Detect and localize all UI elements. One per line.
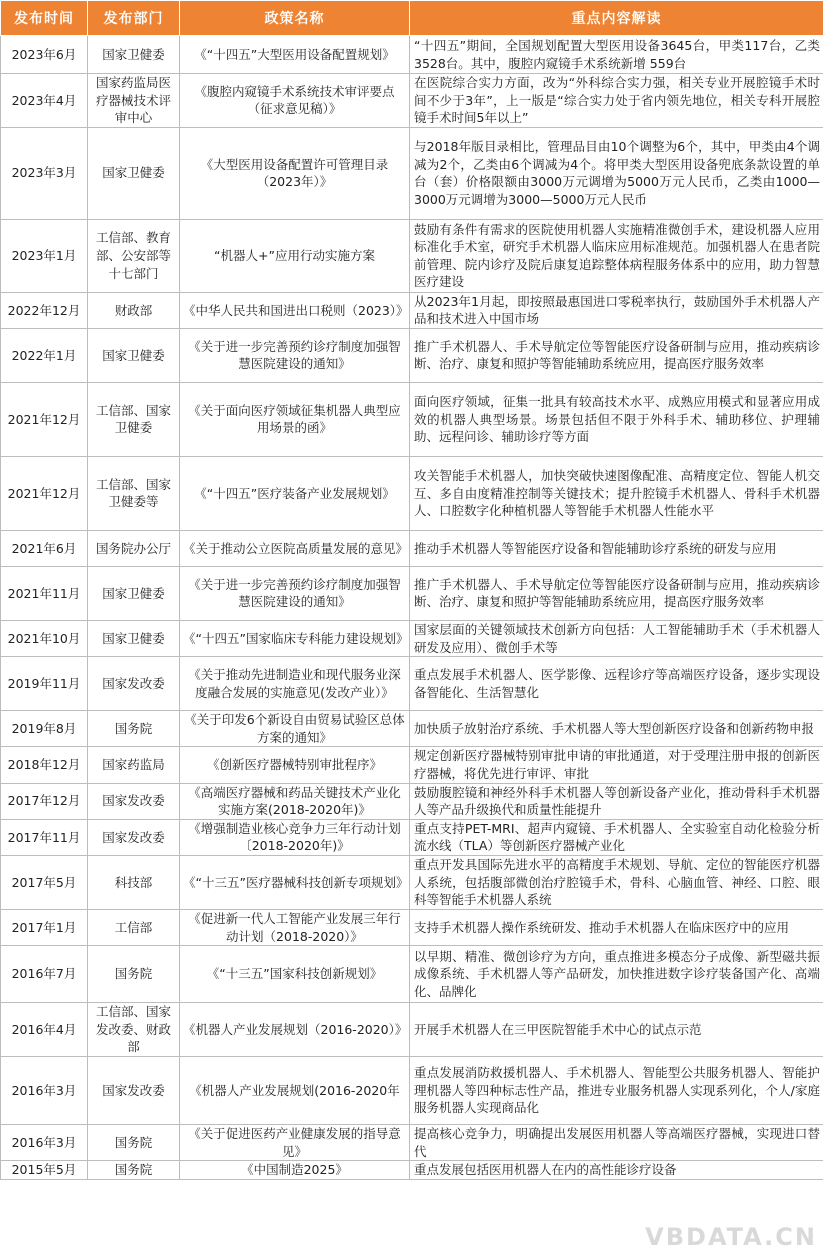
table-row — [1, 657, 823, 711]
table-row — [1, 1161, 823, 1180]
header-row — [1, 1, 823, 36]
row-policy-name: 《关于促进医药产业健康发展的指导意见》 — [180, 1125, 410, 1161]
row-date: 2016年3月 — [1, 1125, 88, 1161]
table-row — [1, 127, 823, 219]
row-policy-name: 《关于进一步完善预约诊疗制度加强智慧医院建设的通知》 — [180, 566, 410, 620]
row-policy-name: 《创新医疗器械特别审批程序》 — [180, 747, 410, 783]
row-date: 2022年1月 — [1, 328, 88, 382]
row-date: 2023年6月 — [1, 36, 88, 74]
row-policy-name: 《高端医疗器械和药品关键技术产业化实施方案(2018-2020年)》 — [180, 783, 410, 819]
row-content: 重点开发具国际先进水平的高精度手术规划、导航、定位的智能医疗机器人系统，包括腹部微创治疗腔镜手术，骨科、心脑血管、神经、口腔、眼科等智能手术机器人系统 — [410, 855, 823, 909]
row-dept: 国家药监局医疗器械技术评审中心 — [88, 74, 180, 128]
row-content: 鼓励有条件有需求的医院使用机器人实施精准微创手术，建设机器人应用标准化手术室，研究手术机器人临床应用标准规范。加强机器人在患者院前管理、院内诊疗及院后康复追踪整体病程服务体系中的应用，助力智慧医疗建设 — [410, 219, 823, 292]
row-date: 2015年5月 — [1, 1161, 88, 1180]
table-row — [1, 1003, 823, 1057]
row-content: “十四五”期间，全国规划配置大型医用设备3645台，甲类117台，乙类3528台。其中，腹腔内窥镜手术系统新增 559台 — [410, 36, 823, 74]
row-content: 面向医疗领域，征集一批具有较高技术水平、成熟应用模式和显著应用成效的机器人典型场景。场景包括但不限于外科手术、辅助移位、护理辅助、远程问诊、辅助诊疗等方面 — [410, 382, 823, 456]
row-policy-name: 《关于印发6个新设自由贸易试验区总体方案的通知》 — [180, 711, 410, 747]
row-dept: 工信部 — [88, 909, 180, 945]
row-content: 攻关智能手术机器人，加快突破快速图像配准、高精度定位、智能人机交互、多自由度精准控制等关键技术；提升腔镜手术机器人、骨科手术机器人、口腔数字化种植机器人等智能手术机器人性能水平 — [410, 456, 823, 530]
table-row — [1, 855, 823, 909]
row-dept: 国家发改委 — [88, 783, 180, 819]
row-content: 规定创新医疗器械特别审批申请的审批通道，对于受理注册申报的创新医疗器械，将优先进行审评、审批 — [410, 747, 823, 783]
row-content: 重点支持PET-MRI、超声内窥镜、手术机器人、全实验室自动化检验分析流水线（TLA）等创新医疗器械产业化 — [410, 819, 823, 855]
row-policy-name: 《“十三五”医疗器械科技创新专项规划》 — [180, 855, 410, 909]
row-dept: 国家卫健委 — [88, 620, 180, 656]
row-content: 加快质子放射治疗系统、手术机器人等大型创新医疗设备和创新药物申报 — [410, 711, 823, 747]
table-row — [1, 219, 823, 292]
row-content: 国家层面的关键领域技术创新方向包括：人工智能辅助手术（手术机器人研发及应用）、微创手术等 — [410, 620, 823, 656]
row-date: 2017年5月 — [1, 855, 88, 909]
row-dept: 国家药监局 — [88, 747, 180, 783]
row-policy-name: 《机器人产业发展规划（2016-2020）》 — [180, 1003, 410, 1057]
row-policy-name: 《关于进一步完善预约诊疗制度加强智慧医院建设的通知》 — [180, 328, 410, 382]
row-date: 2017年11月 — [1, 819, 88, 855]
row-date: 2017年12月 — [1, 783, 88, 819]
row-policy-name: “机器人+”应用行动实施方案 — [180, 219, 410, 292]
table-row — [1, 620, 823, 656]
header-content: 重点内容解读 — [410, 1, 823, 36]
watermark-logo: VBDATA.CN — [645, 1223, 817, 1251]
row-dept: 国务院办公厅 — [88, 530, 180, 566]
row-content: 在医院综合实力方面，改为“外科综合实力强，相关专业开展腔镜手术时间不少于3年”，上一版是“综合实力处于省内领先地位，相关专科开展腔镜手术时间5年以上” — [410, 74, 823, 128]
row-dept: 工信部、国家卫健委等 — [88, 456, 180, 530]
row-policy-name: 《促进新一代人工智能产业发展三年行动计划（2018-2020）》 — [180, 909, 410, 945]
row-date: 2022年12月 — [1, 292, 88, 328]
table-row — [1, 292, 823, 328]
table-row — [1, 819, 823, 855]
row-content: 与2018年版目录相比，管理品目由10个调整为6个，其中，甲类由4个调减为2个，乙类由6个调减为4个。将甲类大型医用设备兜底条款设置的单台（套）价格限额由3000万元调增为5000万元人民币，乙类由1000—3000万元调增为3000—5000万元人民币 — [410, 127, 823, 219]
row-content: 鼓励腹腔镜和神经外科手术机器人等创新设备产业化，推动骨科手术机器人等产品升级换代和质量性能提升 — [410, 783, 823, 819]
header-dept: 发布部门 — [88, 1, 180, 36]
row-content: 从2023年1月起，即按照最惠国进口零税率执行，鼓励国外手术机器人产品和技术进入中国市场 — [410, 292, 823, 328]
table-row — [1, 1125, 823, 1161]
row-content: 重点发展手术机器人、医学影像、远程诊疗等高端医疗设备，逐步实现设备智能化、生活智慧化 — [410, 657, 823, 711]
table-row — [1, 328, 823, 382]
row-dept: 国务院 — [88, 1161, 180, 1180]
row-policy-name: 《增强制造业核心竞争力三年行动计划〔2018-2020年)》 — [180, 819, 410, 855]
row-dept: 科技部 — [88, 855, 180, 909]
row-content: 重点发展消防救援机器人、手术机器人、智能型公共服务机器人、智能护理机器人等四种标志性产品，推进专业服务机器人实现系列化，个人/家庭服务机器人实现商品化 — [410, 1057, 823, 1125]
header-policy-name: 政策名称 — [180, 1, 410, 36]
table-row — [1, 1057, 823, 1125]
table-row — [1, 74, 823, 128]
row-dept: 工信部、教育部、公安部等十七部门 — [88, 219, 180, 292]
row-date: 2021年11月 — [1, 566, 88, 620]
row-date: 2021年6月 — [1, 530, 88, 566]
row-date: 2018年12月 — [1, 747, 88, 783]
row-dept: 国家卫健委 — [88, 127, 180, 219]
row-date: 2019年8月 — [1, 711, 88, 747]
table-row — [1, 783, 823, 819]
row-dept: 国务院 — [88, 1125, 180, 1161]
row-policy-name: 《“十四五”大型医用设备配置规划》 — [180, 36, 410, 74]
row-content: 推广手术机器人、手术导航定位等智能医疗设备研制与应用，推动疾病诊断、治疗、康复和照护等智能辅助系统应用，提高医疗服务效率 — [410, 328, 823, 382]
row-date: 2023年3月 — [1, 127, 88, 219]
row-dept: 国家发改委 — [88, 1057, 180, 1125]
table-row — [1, 36, 823, 74]
row-dept: 国家卫健委 — [88, 36, 180, 74]
row-policy-name: 《中华人民共和国进出口税则（2023）》 — [180, 292, 410, 328]
row-content: 开展手术机器人在三甲医院智能手术中心的试点示范 — [410, 1003, 823, 1057]
row-dept: 国家卫健委 — [88, 566, 180, 620]
table-row — [1, 530, 823, 566]
row-dept: 国务院 — [88, 946, 180, 1003]
row-policy-name: 《“十四五”医疗装备产业发展规划》 — [180, 456, 410, 530]
header-date: 发布时间 — [1, 1, 88, 36]
table-row — [1, 566, 823, 620]
row-policy-name: 《关于推动先进制造业和现代服务业深度融合发展的实施意见(发改产业）》 — [180, 657, 410, 711]
row-date: 2023年4月 — [1, 74, 88, 128]
row-dept: 国家发改委 — [88, 657, 180, 711]
table-row — [1, 946, 823, 1003]
row-date: 2021年12月 — [1, 456, 88, 530]
row-dept: 国务院 — [88, 711, 180, 747]
row-date: 2016年4月 — [1, 1003, 88, 1057]
row-policy-name: 《“十三五”国家科技创新规划》 — [180, 946, 410, 1003]
row-date: 2021年12月 — [1, 382, 88, 456]
row-dept: 工信部、国家卫健委 — [88, 382, 180, 456]
row-date: 2016年7月 — [1, 946, 88, 1003]
row-dept: 财政部 — [88, 292, 180, 328]
row-policy-name: 《中国制造2025》 — [180, 1161, 410, 1180]
table-row — [1, 747, 823, 783]
row-content: 支持手术机器人操作系统研发、推动手术机器人在临床医疗中的应用 — [410, 909, 823, 945]
table-row — [1, 711, 823, 747]
row-date: 2017年1月 — [1, 909, 88, 945]
row-content: 推广手术机器人、手术导航定位等智能医疗设备研制与应用，推动疾病诊断、治疗、康复和照护等智能辅助系统应用，提高医疗服务效率 — [410, 566, 823, 620]
row-date: 2023年1月 — [1, 219, 88, 292]
row-policy-name: 《关于推动公立医院高质量发展的意见》 — [180, 530, 410, 566]
row-policy-name: 《大型医用设备配置许可管理目录（2023年）》 — [180, 127, 410, 219]
table-row — [1, 909, 823, 945]
row-date: 2016年3月 — [1, 1057, 88, 1125]
row-content: 提高核心竞争力，明确提出发展医用机器人等高端医疗器械，实现进口替代 — [410, 1125, 823, 1161]
row-dept: 国家发改委 — [88, 819, 180, 855]
row-content: 重点发展包括医用机器人在内的高性能诊疗设备 — [410, 1161, 823, 1180]
row-policy-name: 《关于面向医疗领域征集机器人典型应用场景的函》 — [180, 382, 410, 456]
row-policy-name: 《腹腔内窥镜手术系统技术审评要点（征求意见稿）》 — [180, 74, 410, 128]
row-policy-name: 《“十四五”国家临床专科能力建设规划》 — [180, 620, 410, 656]
row-content: 推动手术机器人等智能医疗设备和智能辅助诊疗系统的研发与应用 — [410, 530, 823, 566]
row-dept: 国家卫健委 — [88, 328, 180, 382]
table-row — [1, 382, 823, 456]
row-date: 2019年11月 — [1, 657, 88, 711]
row-content: 以早期、精准、微创诊疗为方向，重点推进多模态分子成像、新型磁共振成像系统、手术机器人等产品研发，加快推进数字诊疗装备国产化、高端化、品牌化 — [410, 946, 823, 1003]
row-date: 2021年10月 — [1, 620, 88, 656]
row-dept: 工信部、国家发改委、财政部 — [88, 1003, 180, 1057]
row-policy-name: 《机器人产业发展规划(2016-2020年 — [180, 1057, 410, 1125]
table-row — [1, 456, 823, 530]
